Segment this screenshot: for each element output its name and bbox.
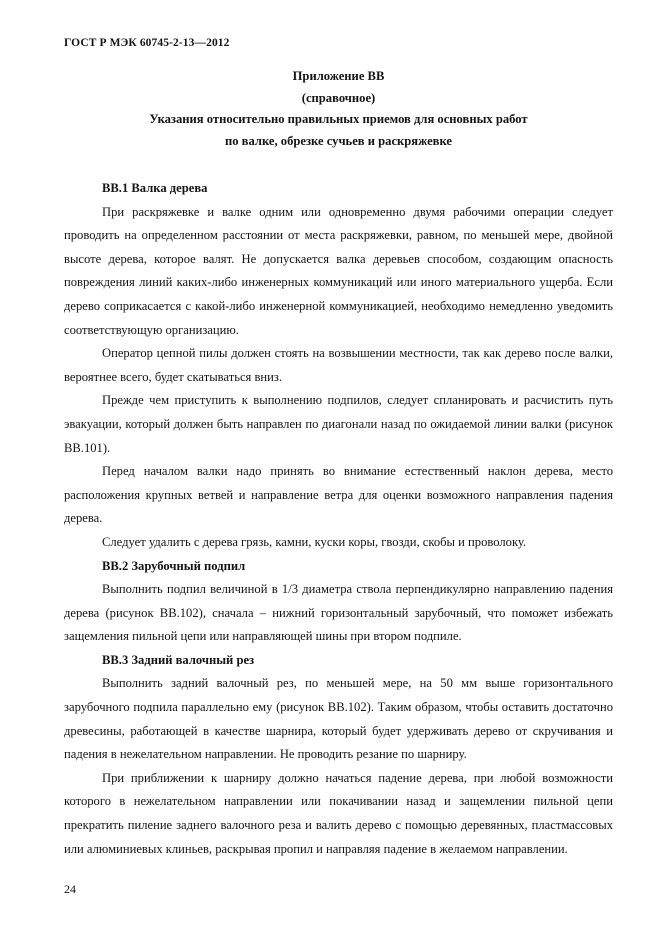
annex-subtitle-line-1: Указания относительно правильных приемов для основных работ (149, 112, 528, 127)
paragraph: Выполнить задний валочный рез, по меньшей мере, на 50 мм выше горизонтального зарубочного подпила параллельно ему (рисунок ВВ.102). Таким образом, чтобы оставить достаточно древесины, работающей в качестве шарнира, который будет удерживать дерево от скручивания и падения в нежелательном направлении. Не проводить резание по шарниру. (64, 676, 613, 762)
document-code-header: ГОСТ Р МЭК 60745-2-13—2012 (64, 37, 230, 49)
section-bb1 (64, 177, 613, 555)
paragraph: При раскряжевке и валке одним или одновременно двумя рабочими операции следует проводить на определенном расстоянии от места раскряжевки, равном, по меньшей мере, двойной высоте дерева, которое валят. Не допускается валка деревьев способом, создающим опасность повреждения линий каких-либо инженерных коммуникаций или иного материального ущерба. Если дерево соприкасается с какой-либо инженерной коммуникацией, необходимо немедленно уведомить соответствующую организацию. (64, 204, 613, 337)
section-heading: ВВ.2 Зарубочный подпил (102, 558, 246, 573)
annex-heading (64, 66, 613, 152)
paragraph: Следует удалить с дерева грязь, камни, куски коры, гвозди, скобы и проволоку. (102, 534, 527, 549)
paragraph: Перед началом валки надо принять во внимание естественный наклон дерева, место расположения крупных ветвей и направление ветра для оценки возможного направления падения дерева. (64, 464, 613, 526)
page-number: 24 (64, 882, 76, 896)
section-heading: ВВ.1 Валка дерева (102, 181, 208, 195)
paragraph: Оператор цепной пилы должен стоять на возвышении местности, так как дерево после валки, вероятнее всего, будет скатываться вниз. (64, 346, 613, 384)
annex-type: (справочное) (301, 90, 376, 105)
paragraph: Выполнить подпил величиной в 1/3 диаметра ствола перпендикулярно направлению падения дерева (рисунок ВВ.102), сначала – нижний горизонтальный зарубочный, что поможет избежать защемления пильной цепи или направляющей шины при втором подпиле. (64, 582, 613, 644)
paragraph: При приближении к шарниру должно начаться падение дерева, при любой возможности которого в нежелательном направлении или покачивании назад и защемлении пильной цепи прекратить пиление заднего валочного реза и валить дерево с помощью деревянных, пластмассовых или алюминиевых клиньев, раскрывая пропил и направляя падение в желаемом направлении. (64, 770, 613, 856)
annex-title: Приложение ВВ (292, 69, 385, 83)
section-bb2 (64, 555, 613, 649)
document-body (64, 177, 613, 861)
paragraph: Прежде чем приступить к выполнению подпилов, следует спланировать и расчистить путь эвакуации, который должен быть направлен по диагонали назад по ожидаемой линии валки (рисунок ВВ.101). (64, 393, 613, 455)
section-heading: ВВ.3 Задний валочный рез (102, 652, 255, 667)
annex-subtitle-line-2: по валке, обрезке сучьев и раскряжевке (224, 133, 452, 148)
section-bb3 (64, 649, 613, 861)
